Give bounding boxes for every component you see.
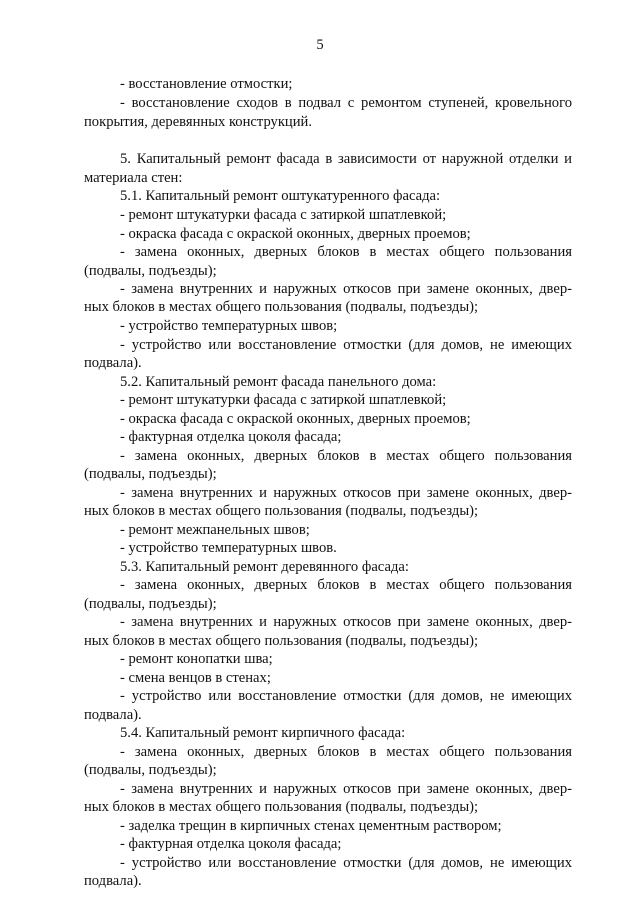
subsection-heading: 5.3. Капитальный ремонт деревянного фасада: bbox=[120, 559, 409, 575]
list-item: - окраска фасада с окраской оконных, дверных проемов; bbox=[120, 411, 471, 427]
list-item-continuation: подвала). bbox=[84, 873, 142, 889]
list-item-continuation: подвала). bbox=[84, 355, 142, 371]
list-item: - замена внутренних и наружных откосов при замене оконных, двер- bbox=[120, 781, 572, 797]
list-item-continuation: ных блоков в местах общего пользования (подвалы, подъезды); bbox=[84, 503, 479, 519]
text-line: покрытия, деревянных конструкций. bbox=[84, 114, 313, 130]
list-item-continuation: подвала). bbox=[84, 707, 142, 723]
list-item-continuation: (подвалы, подъезды); bbox=[84, 762, 217, 778]
list-item-continuation: ных блоков в местах общего пользования (подвалы, подъезды); bbox=[84, 633, 479, 649]
list-item: - устройство или восстановление отмостки (для домов, не имеющих bbox=[120, 855, 572, 871]
text-line: - восстановление отмостки; bbox=[120, 76, 293, 92]
list-item: - смена венцов в стенах; bbox=[120, 670, 271, 686]
list-item: - фактурная отделка цоколя фасада; bbox=[120, 836, 342, 852]
list-item: - замена оконных, дверных блоков в местах общего пользования bbox=[120, 448, 572, 464]
list-item: - замена внутренних и наружных откосов при замене оконных, двер- bbox=[120, 614, 572, 630]
list-item: - окраска фасада с окраской оконных, дверных проемов; bbox=[120, 226, 471, 242]
list-item: - ремонт конопатки шва; bbox=[120, 651, 273, 667]
list-item: - устройство температурных швов; bbox=[120, 318, 338, 334]
list-item: - ремонт штукатурки фасада с затиркой шпатлевкой; bbox=[120, 392, 447, 408]
list-item: - замена оконных, дверных блоков в местах общего пользования bbox=[120, 577, 572, 593]
subsection-heading: 5.4. Капитальный ремонт кирпичного фасада: bbox=[120, 725, 406, 741]
subsection-heading: 5.2. Капитальный ремонт фасада панельного дома: bbox=[120, 374, 437, 390]
list-item: - ремонт межпанельных швов; bbox=[120, 522, 310, 538]
list-item-continuation: ных блоков в местах общего пользования (подвалы, подъезды); bbox=[84, 299, 479, 315]
list-item: - фактурная отделка цоколя фасада; bbox=[120, 429, 342, 445]
list-item: - устройство температурных швов. bbox=[120, 540, 337, 556]
list-item: - замена оконных, дверных блоков в местах общего пользования bbox=[120, 744, 572, 760]
text-line: - восстановление сходов в подвал с ремонтом ступеней, кровельного bbox=[120, 95, 572, 111]
section-heading: материала стен: bbox=[84, 170, 183, 186]
list-item-continuation: (подвалы, подъезды); bbox=[84, 596, 217, 612]
list-item: - замена оконных, дверных блоков в местах общего пользования bbox=[120, 244, 572, 260]
list-item: - замена внутренних и наружных откосов при замене оконных, двер- bbox=[120, 281, 572, 297]
list-item-continuation: (подвалы, подъезды); bbox=[84, 466, 217, 482]
list-item: - замена внутренних и наружных откосов при замене оконных, двер- bbox=[120, 485, 572, 501]
section-heading: 5. Капитальный ремонт фасада в зависимости от наружной отделки и bbox=[120, 151, 572, 167]
list-item: - заделка трещин в кирпичных стенах цементным раствором; bbox=[120, 818, 502, 834]
list-item: - ремонт штукатурки фасада с затиркой шпатлевкой; bbox=[120, 207, 447, 223]
list-item-continuation: ных блоков в местах общего пользования (подвалы, подъезды); bbox=[84, 799, 479, 815]
list-item-continuation: (подвалы, подъезды); bbox=[84, 263, 217, 279]
page-number: 5 bbox=[316, 37, 324, 53]
subsection-heading: 5.1. Капитальный ремонт оштукатуренного фасада: bbox=[120, 188, 441, 204]
list-item: - устройство или восстановление отмостки (для домов, не имеющих bbox=[120, 337, 572, 353]
list-item: - устройство или восстановление отмостки (для домов, не имеющих bbox=[120, 688, 572, 704]
